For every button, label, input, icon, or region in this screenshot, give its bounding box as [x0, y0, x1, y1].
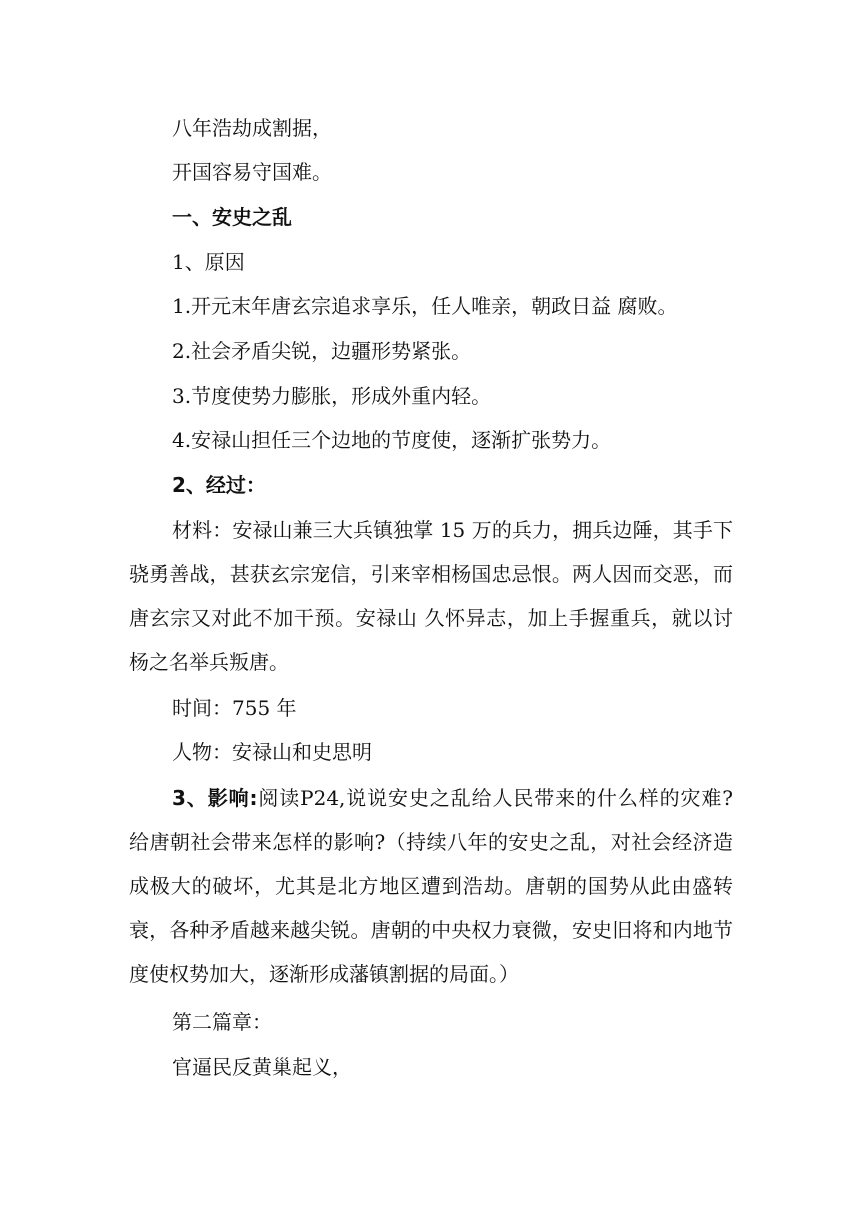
impact-paragraph [129, 776, 733, 996]
impact-label: 3、影响: [172, 786, 258, 810]
cause-item-3: 3.节度使势力膨胀，形成外重内轻。 [172, 384, 492, 408]
chapter-two-heading: 第二篇章： [172, 1010, 272, 1034]
cause-item-1: 1.开元末年唐玄宗追求享乐，任人唯亲，朝政日益 腐败。 [172, 294, 678, 318]
impact-text: 阅读P24,说说安史之乱给人民带来的什么样的灾难? 给唐朝社会带来怎样的影响?（持续八年的安史之乱，对社会经济造成极大的破坏，尤其是北方地区遭到浩劫。唐朝的国势从此由盛转衰，各种矛盾越来越尖锐。唐朝的中央权力衰微，安史旧将和内地节度使权势加大，逐渐形成藩镇割据的局面。） [129, 786, 733, 986]
cause-item-2: 2.社会矛盾尖锐，边疆形势紧张。 [172, 339, 472, 363]
material-paragraph: 材料：安禄山兼三大兵镇独掌 15 万的兵力，拥兵边陲，其手下骁勇善战，甚获玄宗宠信，引来宰相杨国忠忌恨。两人因而交恶，而唐玄宗又对此不加干预。安禄山 久怀异志，加上手握重兵，就以讨杨之名举兵叛唐。 [129, 518, 733, 674]
subheading-causes: 1、原因 [172, 250, 245, 274]
poem-line-1: 八年浩劫成割据， [172, 116, 332, 140]
subheading-process: 2、经过： [172, 473, 266, 497]
poem-line-2: 开国容易守国难。 [172, 160, 332, 184]
cause-item-4: 4.安禄山担任三个边地的节度使，逐渐扩张势力。 [172, 428, 612, 452]
people-line: 人物：安禄山和史思明 [172, 740, 372, 764]
time-line: 时间：755 年 [172, 696, 297, 720]
section-heading-an-shi: 一、安史之乱 [172, 205, 292, 229]
poem-line-3: 官逼民反黄巢起义， [172, 1055, 352, 1079]
